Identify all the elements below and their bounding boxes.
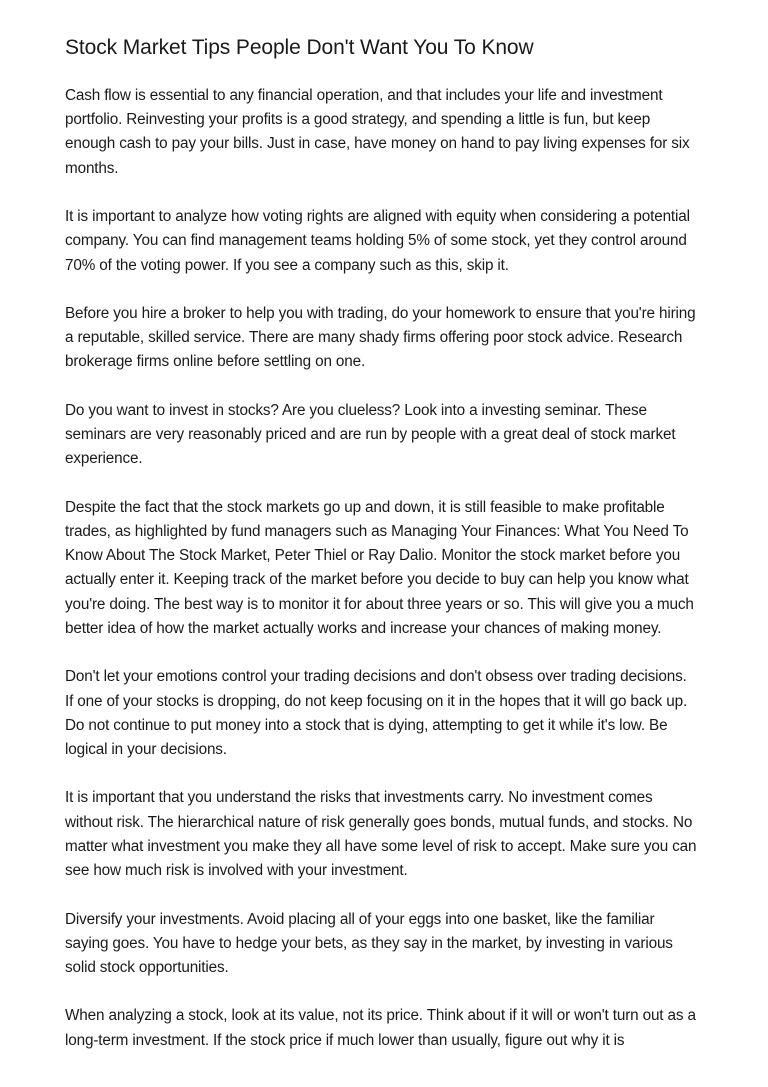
paragraph-diversify: Diversify your investments. Avoid placing all of your eggs into one basket, like the familiar saying goes. You have to hedge your bets, as they say in the market, by investing in various solid stock opportunities. xyxy=(65,910,673,976)
paragraph-value-not-price: When analyzing a stock, look at its value, not its price. Think about if it will or won't turn out as a long-term investment. If the stock price if much lower than usually, figure out why it is xyxy=(65,1007,696,1049)
paragraph-voting-rights: It is important to analyze how voting rights are aligned with equity when considering a potential company. You can find management teams holding 5% of some stock, yet they control around 70% of the voting power. If you see a company such as this, skip it. xyxy=(65,208,690,274)
page-title: Stock Market Tips People Don't Want You To Know xyxy=(65,36,534,59)
paragraph-monitor-market: Despite the fact that the stock markets go up and down, it is still feasible to make profitable trades, as highlighted by fund managers such as Managing Your Finances: What You Need To Know About The Stock Market, Peter Thiel or Ray Dalio. Monitor the stock market before you actually enter it. Keeping track of the market before you decide to buy can help you know what you're doing. The best way is to monitor it for about three years or so. This will give you a much better idea of how the market actually works and increase your chances of making money. xyxy=(65,498,694,637)
paragraph-emotions: Don't let your emotions control your trading decisions and don't obsess over trading decisions. If one of your stocks is dropping, do not keep focusing on it in the hopes that it will go back up. Do not continue to put money into a stock that is dying, attempting to get it while it's low. Be logical in your decisions. xyxy=(65,668,688,758)
paragraph-broker: Before you hire a broker to help you with trading, do your homework to ensure that you're hiring a reputable, skilled service. There are many shady firms offering poor stock advice. Research brokerage firms online before settling on one. xyxy=(65,305,696,371)
paragraph-risks: It is important that you understand the risks that investments carry. No investment comes without risk. The hierarchical nature of risk generally goes bonds, mutual funds, and stocks. No matter what investment you make they all have some level of risk to accept. Make sure you can see how much risk is involved with your investment. xyxy=(65,789,697,880)
paragraph-cash-flow: Cash flow is essential to any financial operation, and that includes your life and investment portfolio. Reinvesting your profits is a good strategy, and spending a little is fun, but keep enough cash to pay your bills. Just in case, have money on hand to pay living expenses for six months. xyxy=(65,87,690,177)
paragraph-seminar: Do you want to invest in stocks? Are you clueless? Look into a investing seminar. These seminars are very reasonably priced and are run by people with a great deal of stock market experience. xyxy=(65,401,676,468)
